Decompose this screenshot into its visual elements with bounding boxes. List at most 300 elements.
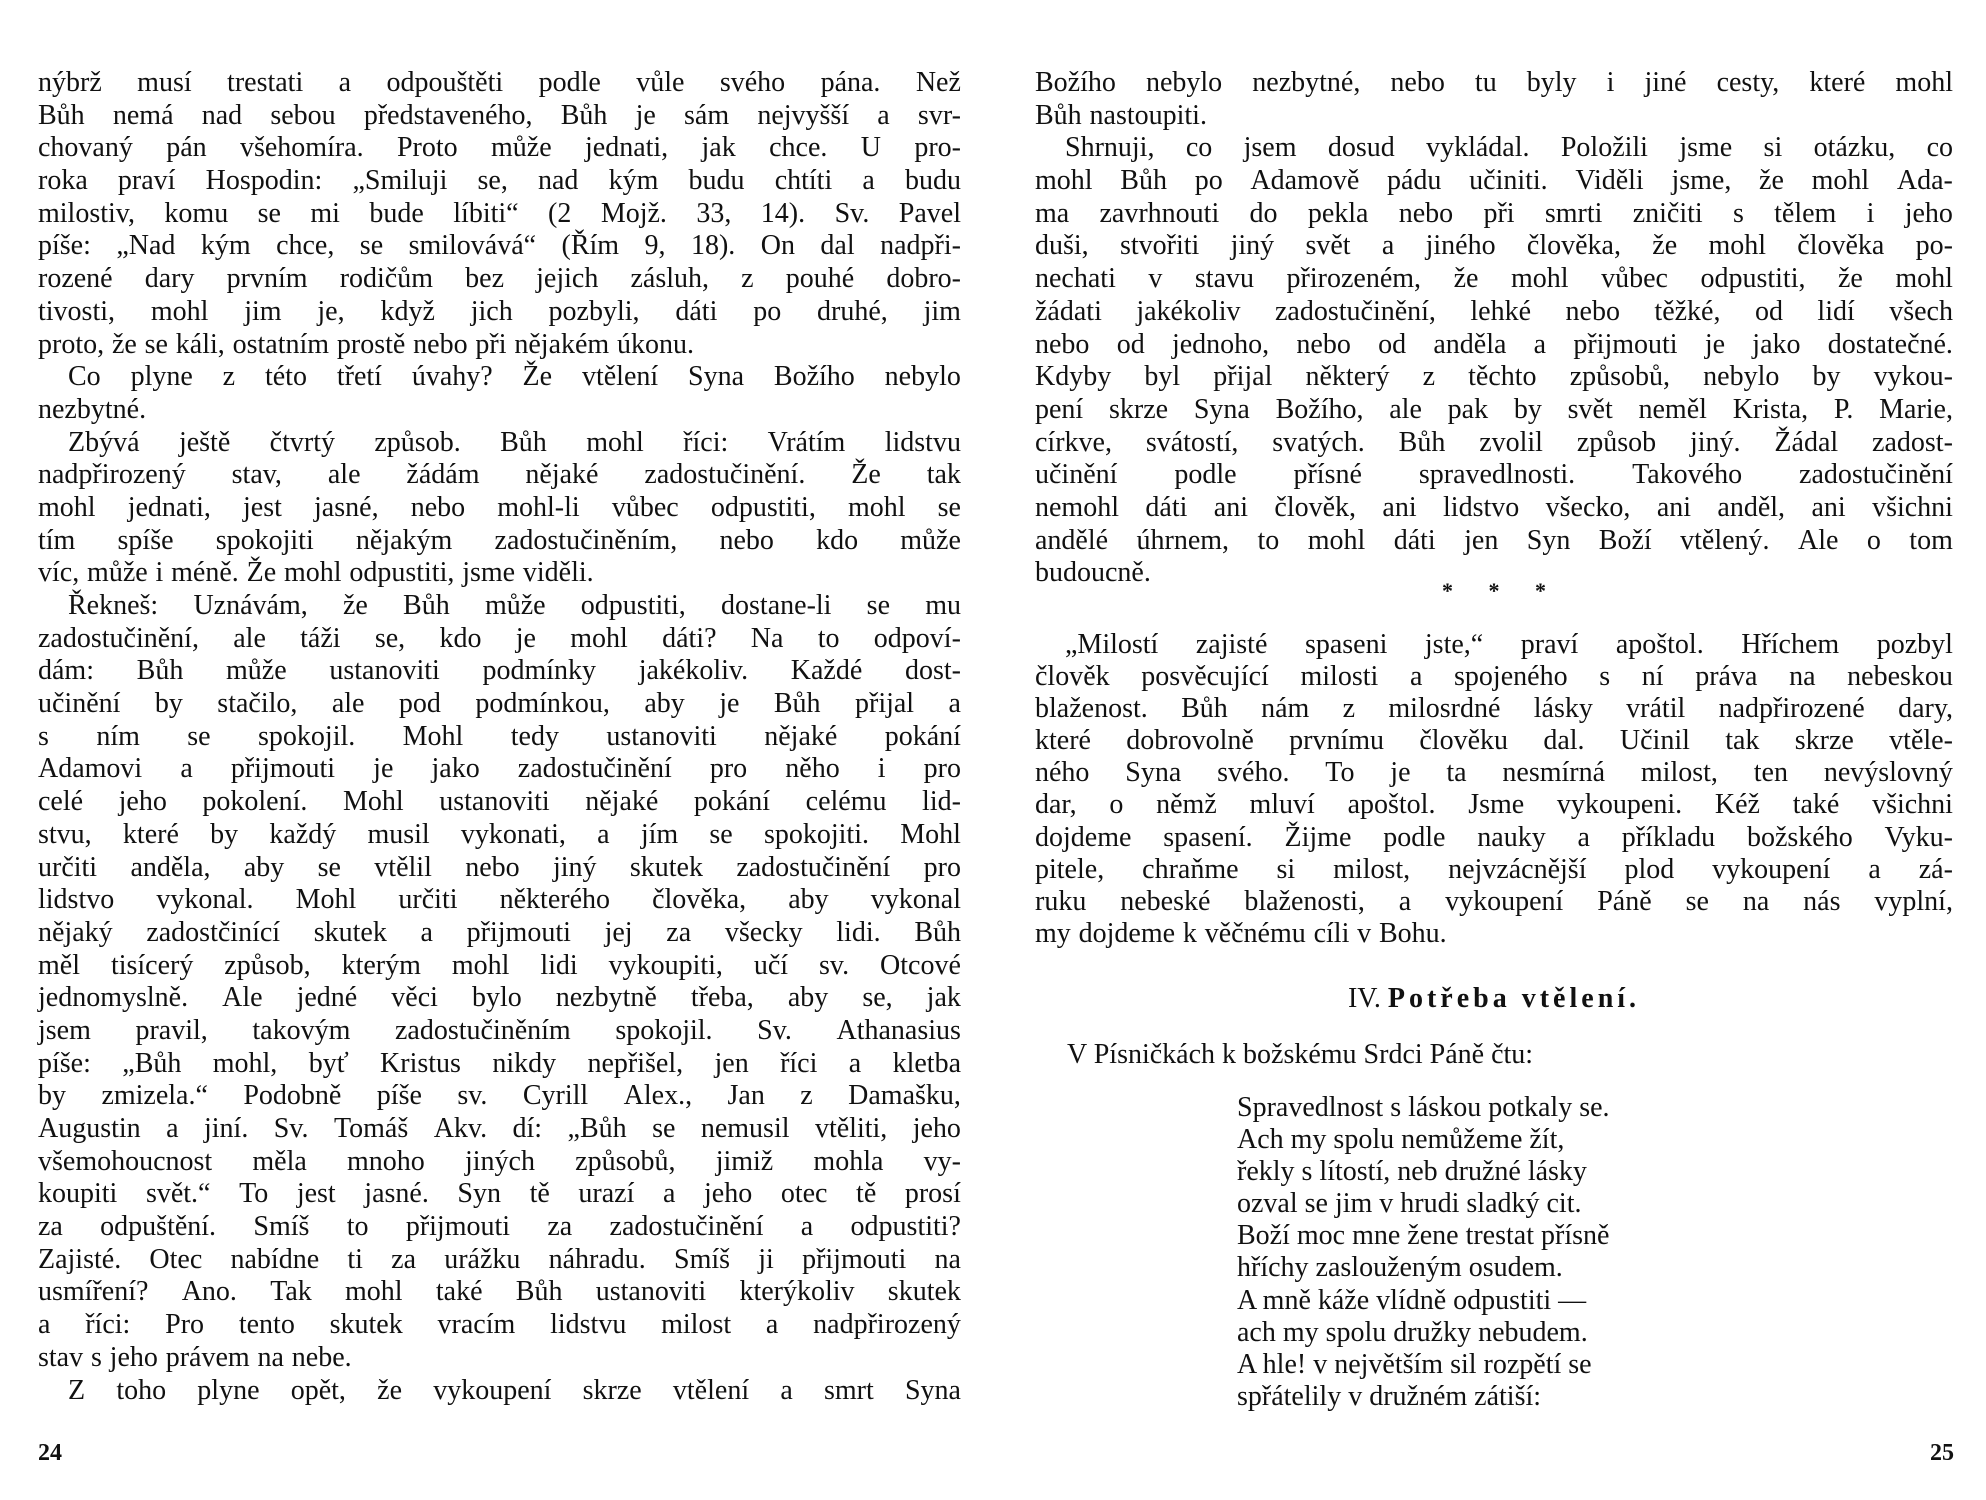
word: táži — [300, 622, 341, 654]
word: budoucně. — [1035, 557, 1151, 589]
word: milost, — [1640, 757, 1718, 789]
text-line — [38, 1080, 961, 1113]
word: Učinil — [1619, 725, 1690, 757]
word: dáti — [1393, 524, 1436, 556]
word: nejvyšší — [757, 99, 850, 131]
word: pozbyl — [1876, 629, 1953, 660]
word: (Řím — [561, 230, 620, 262]
word: Mohl — [295, 884, 357, 916]
text-line — [1035, 165, 1953, 198]
word: jej — [604, 916, 633, 948]
word: jakékoliv. — [638, 655, 749, 687]
word: spíše — [117, 524, 174, 556]
word: nebo — [1565, 295, 1620, 327]
word: právem — [165, 1341, 250, 1373]
word: Vrátím — [767, 426, 846, 458]
word: ti — [347, 1243, 363, 1275]
word: vtělil — [374, 851, 432, 883]
word: milosti — [1300, 661, 1379, 693]
word: těžké, — [1654, 295, 1721, 327]
poem-line: ach my spolu družky nebudem. — [1237, 1316, 1588, 1348]
word: mnoho — [347, 1145, 425, 1177]
word: se — [1685, 885, 1709, 917]
word: Syn — [1526, 524, 1571, 556]
word: vyplní, — [1874, 885, 1953, 917]
word: mohl — [345, 1276, 403, 1308]
word: smrt — [823, 1374, 874, 1406]
word: podmínkou, — [475, 688, 610, 720]
word: žádati — [1035, 295, 1102, 327]
word: kdo — [439, 622, 482, 654]
page-number-right: 25 — [1930, 1440, 1954, 1466]
word: ale — [331, 688, 365, 720]
word: je — [515, 622, 536, 654]
text-line — [1035, 394, 1953, 427]
word: pokání — [884, 720, 961, 752]
word: jím — [640, 818, 679, 850]
word: může — [484, 590, 546, 621]
word: jim — [923, 295, 961, 327]
word: opět, — [290, 1374, 346, 1406]
word: Na — [750, 622, 784, 654]
text-line — [38, 1244, 961, 1277]
text-line — [38, 1015, 961, 1048]
word: Pro — [165, 1309, 205, 1341]
word: určiti — [38, 851, 98, 883]
word: praví — [117, 165, 176, 197]
word: „Bůh — [567, 1113, 627, 1144]
text-line — [38, 950, 961, 983]
word: Sv. — [834, 197, 870, 229]
word: nebylo — [1145, 67, 1223, 98]
word: tu — [1474, 67, 1497, 98]
word: s — [90, 1341, 102, 1373]
word: nebo — [1035, 328, 1090, 360]
text-line — [1035, 822, 1953, 854]
text-line — [1035, 132, 1953, 165]
word: přirozeném, — [1286, 263, 1422, 295]
word: i — [877, 753, 886, 785]
word: všecky — [724, 916, 803, 948]
word: Ale — [1797, 524, 1839, 556]
word: Smíš — [674, 1243, 731, 1275]
word: lidi. — [836, 916, 881, 948]
word: odpustiti, — [710, 491, 816, 523]
word: jen — [714, 1047, 749, 1079]
word: Smíš — [253, 1211, 310, 1243]
word: bylo — [471, 982, 522, 1014]
word: pro — [923, 851, 961, 883]
word: posvěcující — [1141, 661, 1269, 693]
word: odpoví- — [873, 622, 961, 654]
word: přijmouti — [1573, 328, 1678, 360]
text-line — [38, 1178, 961, 1211]
word: Božího, — [1275, 393, 1364, 425]
word: nepřišel, — [587, 1047, 684, 1079]
word: skutek — [887, 1276, 961, 1308]
word: Syna — [1193, 393, 1250, 425]
word: z — [800, 1080, 813, 1112]
word: nezbytně — [555, 982, 657, 1014]
word: dobrovolně — [1126, 725, 1254, 757]
word: k — [1182, 917, 1197, 949]
word: Z — [68, 1374, 86, 1406]
word: že — [1652, 230, 1678, 262]
word: Bůh — [38, 99, 85, 131]
word: milostiv, — [38, 197, 135, 229]
word: svatých. — [1272, 426, 1365, 458]
word: by — [154, 688, 183, 720]
word: píše: — [38, 1047, 91, 1079]
word: člověku — [1419, 725, 1509, 757]
word: nikdy — [492, 1047, 557, 1079]
word: zadostučinění — [1799, 459, 1953, 491]
word: vykoupení — [1445, 885, 1564, 917]
word: lidstvu — [884, 426, 961, 458]
word: nadpři- — [880, 230, 961, 262]
chapter-heading — [1035, 983, 1953, 1015]
word: „Milostí — [1065, 629, 1159, 660]
word: otec — [780, 1178, 828, 1210]
word: Božího — [1035, 67, 1116, 98]
word: a — [180, 753, 193, 785]
word: Zbývá — [68, 426, 140, 458]
word: ním — [96, 720, 140, 752]
word: s — [1599, 661, 1611, 693]
word: všecko, — [1545, 491, 1631, 523]
word: pro- — [914, 132, 961, 164]
text-line — [1035, 886, 1953, 918]
word: přijmouti — [230, 753, 336, 785]
word: tím — [38, 524, 76, 556]
word: Takového — [1632, 459, 1743, 491]
word: může — [900, 524, 961, 556]
text-line — [38, 296, 961, 329]
word: svého — [719, 67, 786, 98]
word: sám — [684, 99, 730, 131]
word: vykládal. — [1426, 132, 1530, 164]
word: způsob — [1576, 426, 1657, 458]
word: při — [1483, 197, 1515, 229]
word: podle — [1174, 459, 1237, 491]
word: nějaké — [764, 720, 838, 752]
word: P. — [1833, 393, 1854, 425]
word: Každé — [790, 655, 863, 687]
word: prvním — [226, 263, 308, 295]
word: Jan — [727, 1080, 765, 1112]
word: komu — [164, 197, 229, 229]
word: mohl — [38, 491, 96, 523]
word: s — [38, 720, 49, 752]
word: nějaký — [38, 916, 113, 948]
word: nebo — [1296, 328, 1351, 360]
word: Jsme — [1468, 789, 1525, 821]
word: Boží — [1598, 524, 1652, 556]
word: stav, — [231, 459, 282, 491]
text-line — [1035, 361, 1953, 394]
word: pekla — [1307, 197, 1369, 229]
word: „Bůh — [122, 1047, 182, 1079]
word: do — [1249, 197, 1278, 229]
word: milosrdné — [1388, 693, 1501, 725]
word: a — [948, 688, 961, 720]
word: je — [635, 99, 656, 131]
word: praví — [1520, 629, 1579, 660]
word: člověka, — [652, 884, 747, 916]
word: svět — [1305, 230, 1351, 262]
word: a — [848, 1047, 862, 1079]
word: tento — [238, 1309, 295, 1341]
word: přijal — [1213, 361, 1273, 393]
word: skrze — [1794, 725, 1854, 757]
word: Proto — [396, 132, 458, 164]
section-separator: * * * — [1442, 578, 1546, 603]
word: že — [111, 328, 137, 360]
word: vrátil — [1626, 693, 1686, 725]
text-line — [38, 394, 961, 427]
word: při — [475, 328, 507, 360]
word: celému — [805, 786, 887, 818]
word: Hospodin: — [205, 165, 323, 197]
word: pozbyli, — [548, 295, 640, 327]
word: věci — [391, 982, 438, 1014]
text-line — [38, 427, 961, 460]
word: pravil, — [135, 1014, 208, 1046]
word: pod — [398, 688, 441, 720]
text-line — [1035, 198, 1953, 231]
word: Bůh — [914, 916, 961, 948]
word: se — [652, 1113, 676, 1144]
poem — [1237, 1092, 1610, 1413]
word: jako — [1752, 328, 1801, 360]
word: jiných — [464, 1145, 535, 1177]
word: pokání — [693, 786, 771, 818]
word: On — [760, 230, 795, 262]
word: zadostčinící — [146, 916, 281, 948]
word: že — [377, 1374, 402, 1406]
word: Augustin — [38, 1113, 141, 1144]
word: které — [1035, 725, 1091, 757]
word: nemohl — [1035, 491, 1119, 523]
word: to — [346, 1211, 369, 1243]
word: 14). — [760, 197, 806, 229]
word: aby — [787, 982, 829, 1014]
word: Ano. — [181, 1276, 237, 1308]
word: jich — [470, 295, 513, 327]
word: kterýkoliv — [739, 1276, 855, 1308]
word: nebeské — [1120, 885, 1211, 917]
word: také — [435, 1276, 483, 1308]
word: těchto — [1468, 361, 1537, 393]
text-line — [38, 1048, 961, 1081]
text-line — [38, 525, 961, 558]
word: přijmouti — [405, 1211, 511, 1243]
word: za — [391, 1243, 416, 1275]
word: tivosti, — [38, 295, 116, 327]
word: tedy — [510, 720, 559, 752]
word: zadostučinění, — [1274, 295, 1436, 327]
word: tělem — [1774, 197, 1837, 229]
word: tom — [1909, 524, 1953, 556]
text-line — [38, 1146, 961, 1179]
word: andělé — [1035, 524, 1109, 556]
word: vykoupeni. — [1556, 789, 1683, 821]
word: se, — [374, 622, 406, 654]
word: byly — [1526, 67, 1577, 98]
word: Mojž. — [600, 197, 667, 229]
right-page-text-top — [1035, 67, 1953, 590]
word: anděla — [1433, 328, 1507, 360]
word: jste,“ — [1424, 629, 1484, 660]
word: mi — [310, 197, 340, 229]
word: mohl — [1895, 67, 1953, 98]
word: a — [1577, 821, 1590, 853]
word: lidstvo — [38, 884, 115, 916]
word: svět — [1567, 393, 1613, 425]
word: dary, — [1898, 693, 1953, 725]
word: si — [1763, 132, 1783, 164]
word: jsem — [1243, 132, 1297, 164]
word: budu — [904, 165, 961, 197]
text-line — [1035, 693, 1953, 725]
word: duši, — [1035, 230, 1089, 262]
word: urážku — [444, 1243, 521, 1275]
word: způsob, — [224, 949, 311, 981]
word: zničiti — [1632, 197, 1703, 229]
text-line — [38, 1276, 961, 1309]
word: Mohl — [342, 786, 404, 818]
word: kým — [200, 230, 251, 262]
chapter-title: Potřeba vtělení. — [1387, 983, 1641, 1014]
word: Sv. — [757, 1014, 792, 1046]
word: ruku — [1035, 885, 1087, 917]
word: mohla — [813, 1145, 884, 1177]
word: a — [166, 1113, 179, 1144]
word: zadostučinění — [736, 851, 891, 883]
word: říci: — [85, 1309, 131, 1341]
word: se — [317, 851, 341, 883]
word: dary — [144, 263, 195, 295]
word: že — [1838, 263, 1863, 295]
word: ještě — [178, 426, 231, 458]
text-line — [1035, 263, 1953, 296]
text-line — [38, 1375, 961, 1408]
word: píše: — [38, 230, 91, 262]
word: jak — [701, 132, 736, 164]
word: vůbec — [1601, 263, 1668, 295]
word: kým — [608, 165, 659, 197]
word: mohl — [1035, 165, 1093, 197]
word: mohl — [1811, 165, 1870, 197]
word: vtělení — [672, 1374, 750, 1406]
word: se — [144, 328, 168, 360]
text-line — [1035, 459, 1953, 492]
text-line — [38, 198, 961, 231]
word: Bůh — [515, 1276, 563, 1308]
word: Marie, — [1879, 393, 1953, 425]
text-line — [38, 361, 961, 394]
word: a — [765, 1309, 779, 1341]
word: nastoupiti. — [1089, 99, 1207, 131]
word: odpustiti? — [850, 1211, 961, 1243]
word: Syn — [457, 1178, 501, 1210]
word: koupiti — [38, 1178, 118, 1210]
word: dosud — [1327, 132, 1395, 164]
word: co — [1185, 132, 1213, 164]
word: roka — [38, 165, 88, 197]
word: jsme, — [1671, 165, 1732, 197]
word: spokojiti. — [763, 818, 869, 850]
word: jakékoliv — [1136, 295, 1241, 327]
word: nějakém — [514, 328, 610, 360]
word: o — [1866, 524, 1881, 556]
word: člověka — [1797, 230, 1885, 262]
text-line — [1035, 230, 1953, 263]
word: je — [1704, 328, 1726, 360]
word: Vyku- — [1884, 821, 1953, 853]
word: vykonal — [870, 884, 961, 916]
word: a — [338, 67, 352, 98]
text-line — [1035, 427, 1953, 460]
left-page-text — [38, 67, 961, 1407]
word: stačilo, — [217, 688, 298, 720]
poem-line: Boží moc mne žene trestat přísně — [1237, 1220, 1610, 1252]
word: a — [662, 1178, 676, 1210]
word: Bohu. — [1379, 917, 1447, 949]
word: mohl — [847, 491, 906, 523]
word: Zajisté. — [38, 1243, 122, 1275]
word: Bůh — [773, 688, 821, 720]
word: Kéž — [1714, 789, 1760, 821]
word: přísné — [1293, 459, 1362, 491]
word: lidi — [540, 949, 578, 981]
word: z — [741, 263, 754, 295]
word: učinění — [1035, 459, 1118, 491]
word: může — [87, 557, 148, 589]
word: blaženosti, — [1244, 885, 1365, 917]
text-line — [38, 1309, 961, 1342]
word: méně. — [171, 557, 239, 589]
word: co — [1926, 132, 1953, 164]
text-line — [38, 492, 961, 525]
word: kdo — [816, 524, 859, 556]
word: Žádal — [1774, 426, 1839, 458]
word: nemusil — [700, 1113, 790, 1144]
word: všehomíra. — [239, 132, 364, 164]
word: jeho — [1904, 197, 1953, 229]
word: některý — [1305, 361, 1390, 393]
word: usmíření? — [38, 1276, 149, 1308]
word: vtělení — [581, 361, 659, 393]
word: nebe. — [291, 1341, 352, 1373]
word: zadostučinění — [609, 1211, 764, 1243]
word: nebo — [410, 491, 466, 523]
word: Sv. — [273, 1113, 309, 1144]
word: viděli. — [522, 557, 594, 589]
word: cesty, — [1716, 67, 1780, 98]
word: svr- — [917, 99, 961, 131]
word: ale — [233, 622, 266, 654]
word: Syna — [688, 361, 745, 393]
word: čtvrtý — [269, 426, 335, 458]
word: dal — [820, 230, 855, 262]
word: vracím — [437, 1309, 516, 1341]
word: na — [1789, 661, 1816, 693]
word: takovým — [252, 1014, 351, 1046]
word: božského — [1746, 821, 1853, 853]
word: Řekneš: — [68, 590, 159, 621]
word: To — [1325, 757, 1355, 789]
